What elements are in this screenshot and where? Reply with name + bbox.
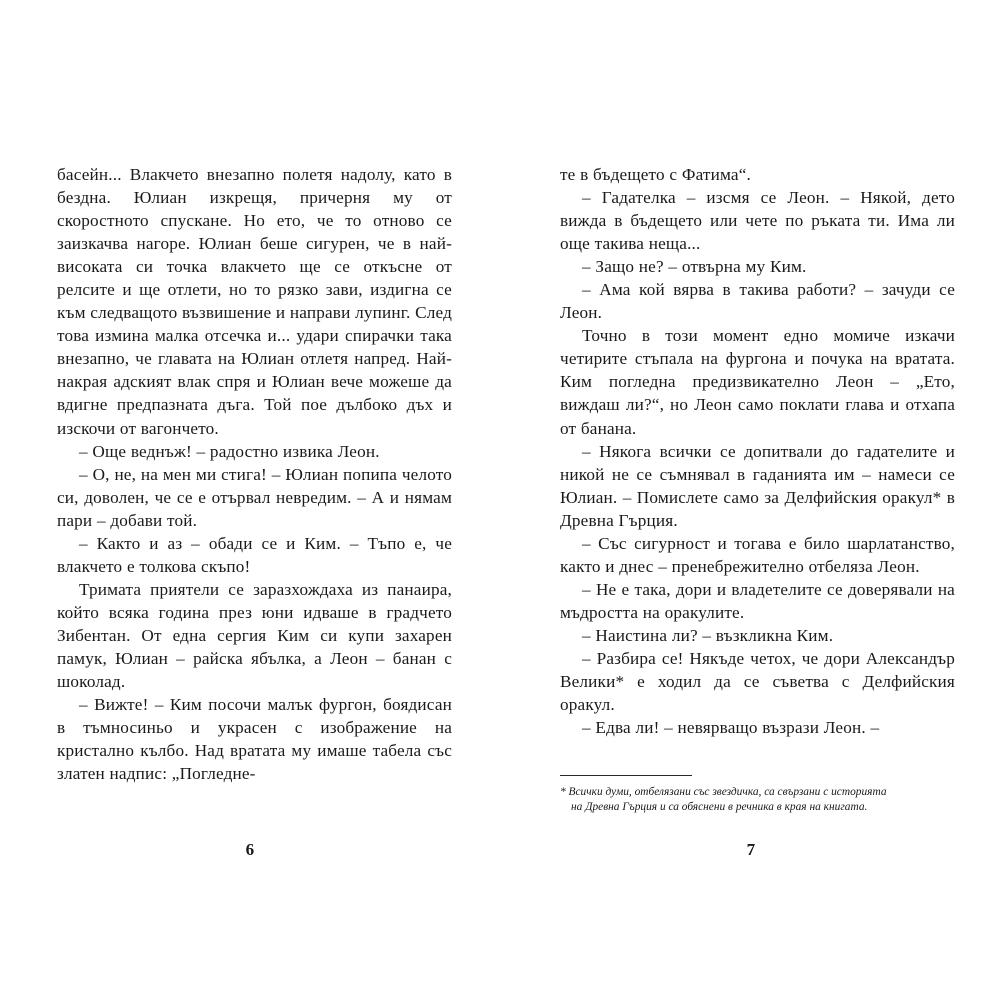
paragraph: – Както и аз – обади се и Ким. – Тъпо е, че влакчето е толкова скъпо! <box>57 533 452 576</box>
page-right <box>500 0 1000 1000</box>
paragraph: – Някога всички се допитвали до гадателите и никой не се съмнявал в гаданията им – намеси се Юлиан. – Помислете само за Делфийския оракул* в Древна Гърция. <box>560 441 955 530</box>
footnote-line-2: на Древна Гърция и са обяснени в речника в края на книгата. <box>571 800 868 813</box>
page-number: 7 <box>746 840 756 859</box>
paragraph: – Наистина ли? – възкликна Ким. <box>582 625 834 645</box>
right-page-text-block <box>560 163 955 739</box>
paragraph: – Защо не? – отвърна му Ким. <box>582 257 807 277</box>
paragraph: – Със сигурност и тогава е било шарлатанство, както и днес – пренебрежително отбеляза Леон. <box>560 533 955 576</box>
footnote-separator-rule <box>560 775 692 776</box>
paragraph: Тримата приятели се заразхождаха из панаира, който всяка година през юни идваше в градчето Зибентан. От една сергия Ким си купи захарен памук, Юлиан – райска ябълка, а Леон – банан с шоколад. <box>57 579 452 692</box>
paragraph: те в бъдещето с Фатима“. <box>560 165 751 184</box>
paragraph: – Едва ли! – невярващо възрази Леон. – <box>582 718 880 738</box>
footnote-line-1: * Всички думи, отбелязани със звездичка, са свързани с историята <box>560 786 887 798</box>
footnote-zone <box>560 775 955 814</box>
paragraph: – Ама кой вярва в такива работи? – зачуди се Леон. <box>560 280 955 323</box>
paragraph: – Гадателка – изсмя се Леон. – Някой, дето вижда в бъдещето или чете по ръката ти. Има ли още такива неща... <box>560 188 955 254</box>
left-page-text-block <box>57 163 452 785</box>
page-number: 6 <box>245 840 255 859</box>
paragraph: – Не е така, дори и владетелите се доверявали на мъдростта на оракулите. <box>560 579 955 622</box>
paragraph: – Вижте! – Ким посочи малък фургон, боядисан в тъмносиньо и украсен с изображение на кристално кълбо. Над вратата му имаше табела със златен надпис: „Погледне- <box>57 695 452 784</box>
paragraph: – О, не, на мен ми стига! – Юлиан попипа челото си, доволен, че се е отървал невредим. – А и нямам пари – добави той. <box>57 464 452 530</box>
paragraph: басейн... Влакчето внезапно полетя надолу, като в бездна. Юлиан изкрещя, причерня му от скоростното спускане. Но ето, че то отново се заизкачва нагоре. Юлиан беше сигурен, че в най-високата си точка влакчето ще се откъсне от релсите и ще отлети, но то рязко зави, издигна се към следващото възвишение и направи лупинг. След това измина малка отсечка и... удари спирачки така внезапно, че главата на Юлиан отлетя напред. Най-накрая адският влак спря и Юлиан вече можеше да вдигне предпазната дъга. Той пое дълбоко дъх и изскочи от вагончето. <box>57 165 452 438</box>
footnote-text <box>560 785 955 814</box>
paragraph: Точно в този момент едно момиче изкачи четирите стъпала на фургона и почука на вратата. Ким погледна предизвикателно Леон – „Ето, виждаш ли?“, но Леон само поклати глава и отхапа от банана. <box>560 326 955 438</box>
paragraph: – Още веднъж! – радостно извика Леон. <box>79 441 380 461</box>
paragraph: – Разбира се! Някъде четох, че дори Александър Велики* е ходил да се съветва с Делфийския оракул. <box>560 648 955 715</box>
